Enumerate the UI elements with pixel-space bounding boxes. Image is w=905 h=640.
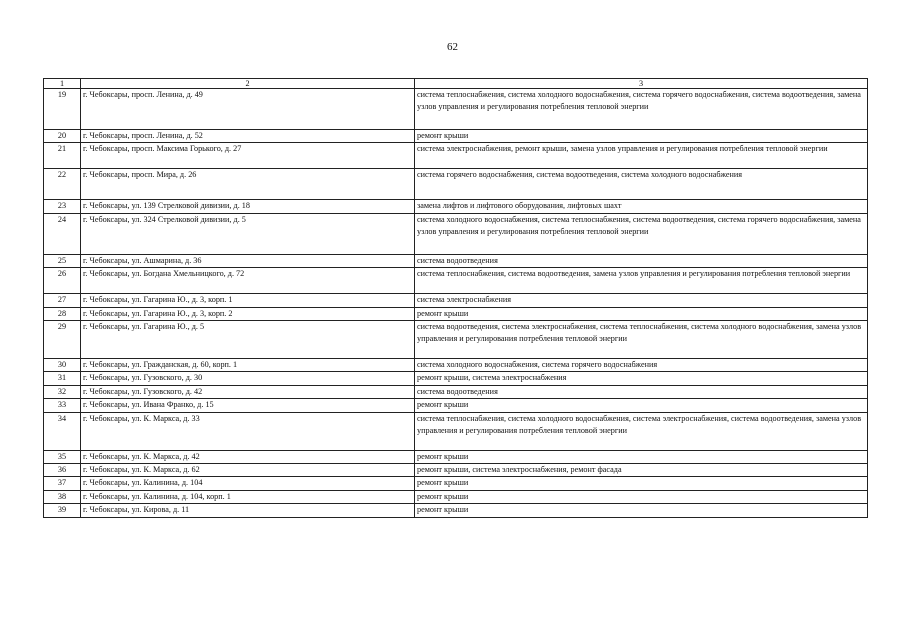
works-cell: система теплоснабжения, система холодного водоснабжения, система электроснабжения, система водоотведения, замена узлов управления и регулирования потребления тепловой энергии xyxy=(415,412,868,450)
header-row xyxy=(44,79,868,89)
row-number: 21 xyxy=(44,143,81,169)
address-cell: г. Чебоксары, ул. К. Маркса, д. 33 xyxy=(81,412,415,450)
table-row xyxy=(44,399,868,412)
row-number: 39 xyxy=(44,504,81,517)
works-cell: система холодного водоснабжения, система теплоснабжения, система водоотведения, система горячего водоснабжения, замена узлов управления и регулирования потребления тепловой энергии xyxy=(415,213,868,254)
row-number: 27 xyxy=(44,294,81,307)
address-cell: г. Чебоксары, ул. Гагарина Ю., д. 3, корп. 1 xyxy=(81,294,415,307)
row-number: 25 xyxy=(44,254,81,267)
address-cell: г. Чебоксары, ул. Ашмарина, д. 36 xyxy=(81,254,415,267)
row-number: 26 xyxy=(44,268,81,294)
address-cell: г. Чебоксары, ул. 324 Стрелковой дивизии, д. 5 xyxy=(81,213,415,254)
table-row xyxy=(44,254,868,267)
row-number: 23 xyxy=(44,200,81,213)
row-number: 36 xyxy=(44,464,81,477)
address-cell: г. Чебоксары, ул. 139 Стрелковой дивизии, д. 18 xyxy=(81,200,415,213)
row-number: 28 xyxy=(44,307,81,320)
address-cell: г. Чебоксары, просп. Максима Горького, д. 27 xyxy=(81,143,415,169)
works-cell: система водоотведения xyxy=(415,254,868,267)
table-row xyxy=(44,504,868,517)
page-number: 62 xyxy=(447,41,458,53)
table-row xyxy=(44,213,868,254)
table-row xyxy=(44,385,868,398)
works-cell: ремонт крыши xyxy=(415,490,868,503)
address-cell: г. Чебоксары, ул. Гузовского, д. 30 xyxy=(81,372,415,385)
table-row xyxy=(44,490,868,503)
address-cell: г. Чебоксары, ул. К. Маркса, д. 62 xyxy=(81,464,415,477)
table-row xyxy=(44,268,868,294)
row-number: 19 xyxy=(44,89,81,130)
address-cell: г. Чебоксары, просп. Ленина, д. 49 xyxy=(81,89,415,130)
row-number: 32 xyxy=(44,385,81,398)
table-row xyxy=(44,412,868,450)
row-number: 35 xyxy=(44,450,81,463)
works-cell: ремонт крыши, система электроснабжения xyxy=(415,372,868,385)
table-row xyxy=(44,359,868,372)
header-cell-3: 3 xyxy=(415,79,868,89)
works-cell: система водоотведения xyxy=(415,385,868,398)
works-table xyxy=(43,78,868,518)
row-number: 20 xyxy=(44,130,81,143)
address-cell: г. Чебоксары, просп. Ленина, д. 52 xyxy=(81,130,415,143)
address-cell: г. Чебоксары, ул. Кирова, д. 11 xyxy=(81,504,415,517)
address-cell: г. Чебоксары, ул. Гражданская, д. 60, корп. 1 xyxy=(81,359,415,372)
works-cell: ремонт крыши xyxy=(415,450,868,463)
works-cell: ремонт крыши, система электроснабжения, ремонт фасада xyxy=(415,464,868,477)
table-row xyxy=(44,450,868,463)
works-cell: ремонт крыши xyxy=(415,399,868,412)
row-number: 33 xyxy=(44,399,81,412)
works-cell: замена лифтов и лифтового оборудования, лифтовых шахт xyxy=(415,200,868,213)
row-number: 22 xyxy=(44,169,81,200)
address-cell: г. Чебоксары, ул. Гузовского, д. 42 xyxy=(81,385,415,398)
address-cell: г. Чебоксары, ул. Богдана Хмельницкого, д. 72 xyxy=(81,268,415,294)
works-cell: система электроснабжения, ремонт крыши, замена узлов управления и регулирования потребления тепловой энергии xyxy=(415,143,868,169)
works-cell: система горячего водоснабжения, система водоотведения, система холодного водоснабжения xyxy=(415,169,868,200)
works-cell: ремонт крыши xyxy=(415,504,868,517)
row-number: 34 xyxy=(44,412,81,450)
address-cell: г. Чебоксары, просп. Мира, д. 26 xyxy=(81,169,415,200)
table-row xyxy=(44,200,868,213)
header-cell-2: 2 xyxy=(81,79,415,89)
table-row xyxy=(44,130,868,143)
address-cell: г. Чебоксары, ул. Гагарина Ю., д. 5 xyxy=(81,321,415,359)
works-cell: ремонт крыши xyxy=(415,307,868,320)
works-cell: система водоотведения, система электроснабжения, система теплоснабжения, система холодного водоснабжения, замена узлов управления и регулирования потребления тепловой энергии xyxy=(415,321,868,359)
table-row xyxy=(44,143,868,169)
table-row xyxy=(44,372,868,385)
table-row xyxy=(44,307,868,320)
row-number: 24 xyxy=(44,213,81,254)
header-cell-1: 1 xyxy=(44,79,81,89)
address-cell: г. Чебоксары, ул. Калинина, д. 104 xyxy=(81,477,415,490)
table-row xyxy=(44,477,868,490)
table-row xyxy=(44,89,868,130)
works-cell: ремонт крыши xyxy=(415,130,868,143)
row-number: 37 xyxy=(44,477,81,490)
table-row xyxy=(44,321,868,359)
table-row xyxy=(44,464,868,477)
address-cell: г. Чебоксары, ул. Ивана Франко, д. 15 xyxy=(81,399,415,412)
works-cell: система холодного водоснабжения, система горячего водоснабжения xyxy=(415,359,868,372)
address-cell: г. Чебоксары, ул. К. Маркса, д. 42 xyxy=(81,450,415,463)
row-number: 31 xyxy=(44,372,81,385)
row-number: 30 xyxy=(44,359,81,372)
works-cell: система теплоснабжения, система холодного водоснабжения, система горячего водоснабжения, система водоотведения, замена узлов управления и регулирования потребления тепловой энергии xyxy=(415,89,868,130)
row-number: 29 xyxy=(44,321,81,359)
works-cell: ремонт крыши xyxy=(415,477,868,490)
address-cell: г. Чебоксары, ул. Гагарина Ю., д. 3, корп. 2 xyxy=(81,307,415,320)
table-row xyxy=(44,294,868,307)
row-number: 38 xyxy=(44,490,81,503)
address-cell: г. Чебоксары, ул. Калинина, д. 104, корп. 1 xyxy=(81,490,415,503)
table-row xyxy=(44,169,868,200)
works-cell: система электроснабжения xyxy=(415,294,868,307)
works-cell: система теплоснабжения, система водоотведения, замена узлов управления и регулирования потребления тепловой энергии xyxy=(415,268,868,294)
